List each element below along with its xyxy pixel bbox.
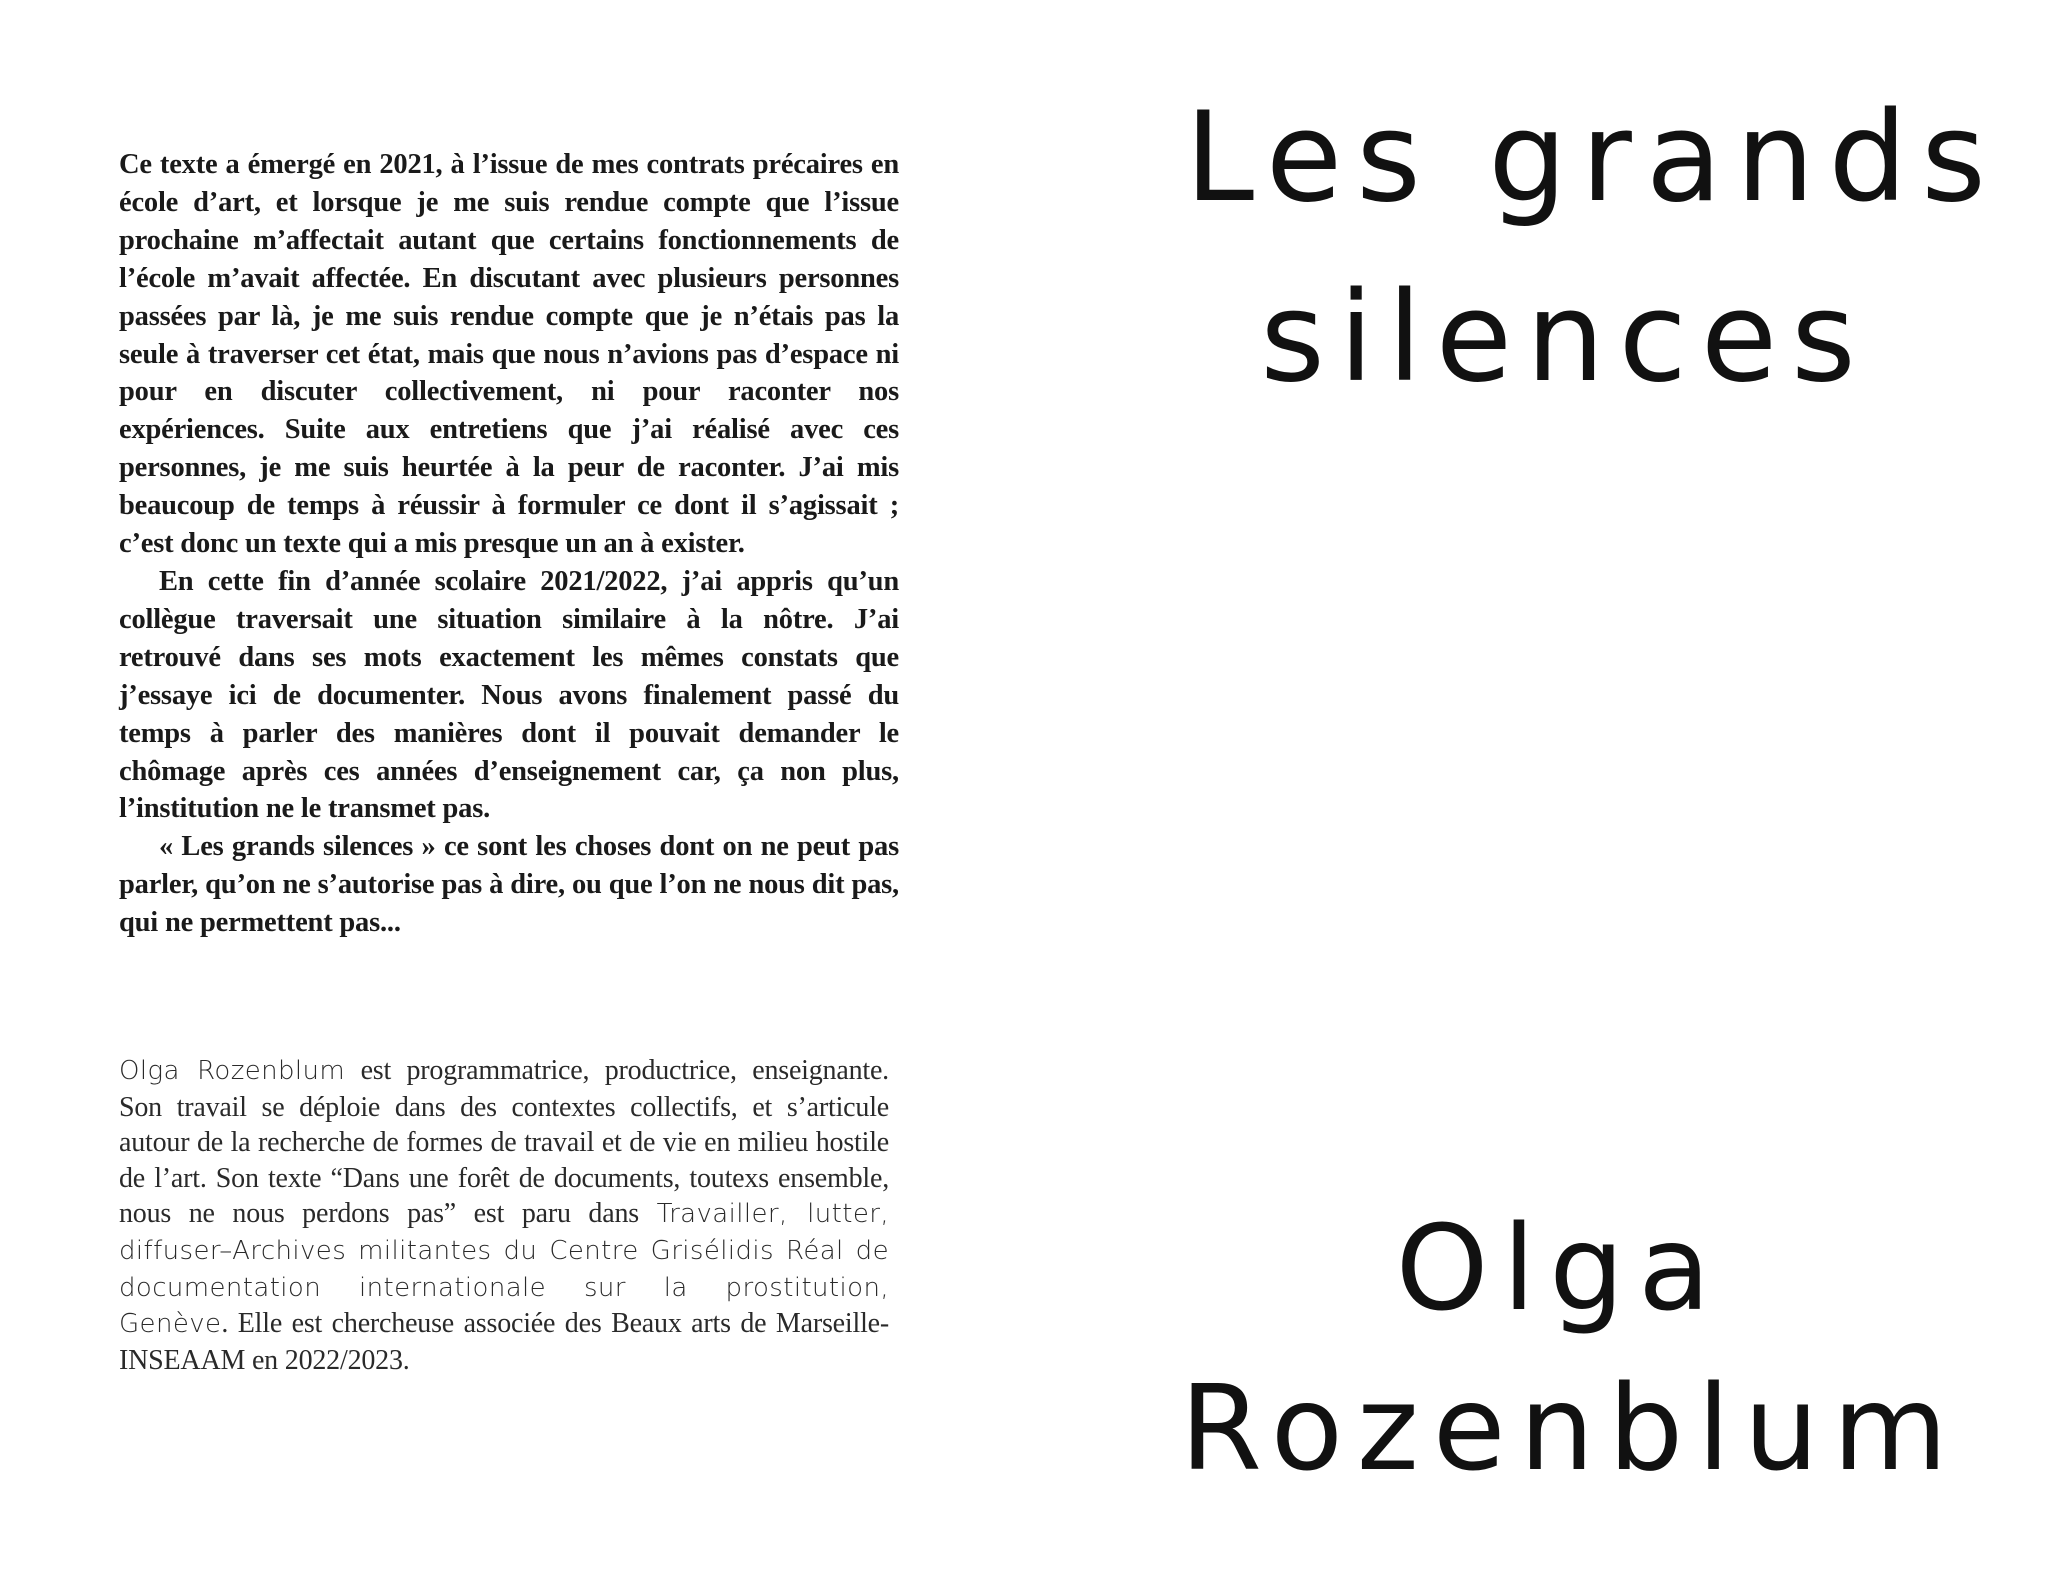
author-bio (119, 1053, 889, 1378)
bio-book-title: Travailler, lutter, diffuser–Archives militantes du Centre Grisélidis Réal de documentation internationale sur la prostitution, Genève (119, 1199, 889, 1340)
book-title (1185, 68, 2000, 428)
blurb-paragraph-3: « Les grands silences » ce sont les choses dont on ne peut pas parler, qu’on ne s’autorise pas à dire, ou que l’on ne nous dit pas, qui ne permettent pas... (119, 831, 899, 939)
bio-text-1: est programmatrice, productrice, enseignante. Son travail se déploie dans des contextes collectifs, et s’articule autour de la recherche de formes de travail et de vie en milieu hostile de l’art. Son texte “Dans une forêt de documents, toutexs ensemble, nous ne nous perdons pas” est paru dans (119, 1055, 889, 1230)
book-author (1180, 1188, 1962, 1508)
bio-text-2: . Elle est chercheuse associée des Beaux arts de Marseille-INSEAAM en 2022/2023. (119, 1308, 889, 1376)
book-author-line-2: Rozenblum (1180, 1359, 1962, 1497)
blurb-paragraph-2: En cette fin d’année scolaire 2021/2022, j’ai appris qu’un collègue traversait une situation similaire à la nôtre. J’ai retrouvé dans ses mots exactement les mêmes constats que j’essaye ici de documenter. Nous avons finalement passé du temps à parler des manières dont il pouvait demander le chômage après ces années d’enseignement car, ça non plus, l’institution ne le transmet pas. (119, 565, 899, 825)
blurb-paragraph-1: Ce texte a émergé en 2021, à l’issue de mes contrats précaires en école d’art, et lorsque je me suis rendue compte que l’issue prochaine m’affectait autant que certains fonctionnements de l’école m’avait affectée. En discutant avec plusieurs personnes passées par là, je me suis rendue compte que je n’étais pas la seule à traverser cet état, mais que nous n’avions pas d’espace ni pour en discuter collectivement, ni pour raconter nos expériences. Suite aux entretiens que j’ai réalisé avec ces personnes, je me suis heurtée à la peur de raconter. J’ai mis beaucoup de temps à réussir à formuler ce dont il s’agissait ; c’est donc un texte qui a mis presque un an à exister. (119, 149, 899, 560)
book-title-line-2: silences (1260, 266, 1870, 410)
bio-author-name: Olga Rozenblum (119, 1056, 346, 1086)
book-title-line-1: Les grands (1185, 86, 2000, 230)
book-author-line-1: Olga (1395, 1199, 1725, 1337)
back-cover-blurb (119, 146, 899, 942)
